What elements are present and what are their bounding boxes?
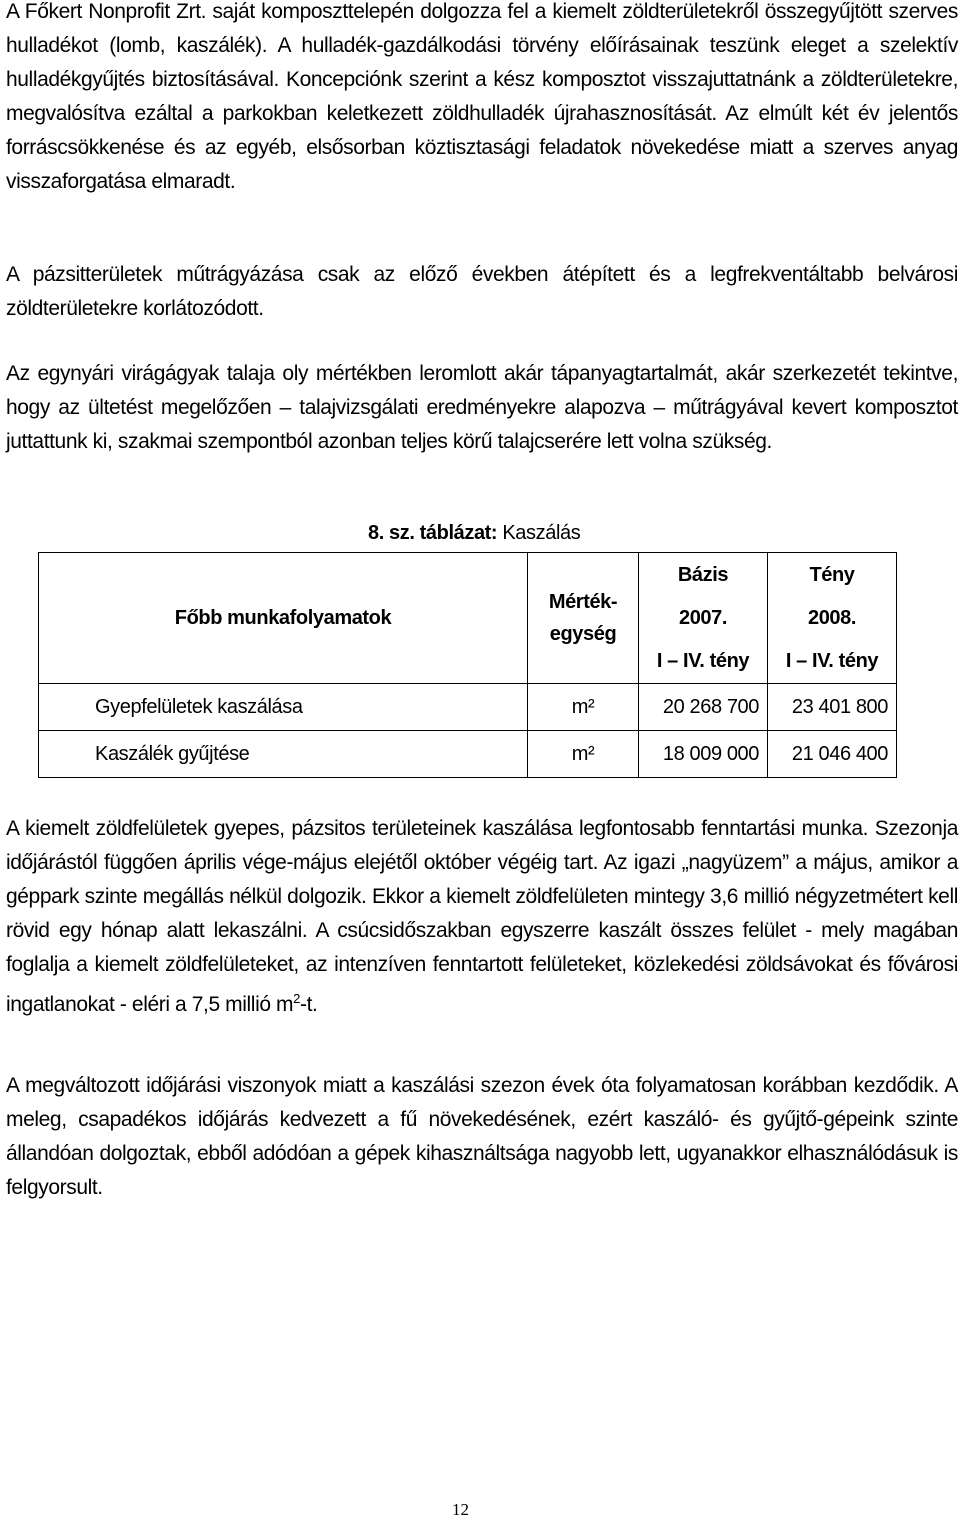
paragraph-mowing-text: A kiemelt zöldfelületek gyepes, pázsitos területeinek kaszálása legfontosabb fenntartási munka. Szezonja időjárástól függően április vége-május elejétől október végéig tart. Az igazi „nagyüzem” a május, amikor a géppark szinte megállás nélkül dolgozik. Ekkor a kiemelt zöldfelületen mintegy 3,6 millió négyzetmétert kell rövid egy hónap alatt lekaszálni. A csúcsidőszakban egyszerre kaszált összes felület - mely magában foglalja a kiemelt zöldfelületeket, az intenzíven fenntartott felületeket, közlekedési zöldsávokat és fővárosi ingatlanokat - eléri a 7,5 millió m <box>6 817 958 1016</box>
table-caption-number: 8. sz. táblázat: <box>368 522 498 544</box>
header-fact <box>768 553 897 684</box>
page-number: 12 <box>452 1500 469 1519</box>
table-row <box>39 731 897 778</box>
table-caption-title: Kaszálás <box>497 522 581 544</box>
header-fact-l1: Tény <box>809 563 855 586</box>
header-base <box>639 553 768 684</box>
superscript-2: 2 <box>293 991 300 1006</box>
row-unit: m² <box>528 684 639 731</box>
header-fact-l2: 2008. <box>807 606 857 629</box>
paragraph-fertilizing: A pázsitterületek műtrágyázása csak az előző években átépített és a legfrekventáltabb belvárosi zöldterületekre korlátozódott. <box>6 263 958 320</box>
row-fact-value: 23 401 800 <box>768 684 897 731</box>
table-caption <box>368 522 580 545</box>
row-base-value: 20 268 700 <box>639 684 768 731</box>
row-label: Kaszálék gyűjtése <box>39 731 528 778</box>
mowing-table <box>38 552 897 778</box>
paragraph-compost: A Főkert Nonprofit Zrt. saját komposzttelepén dolgozza fel a kiemelt zöldterületekről összegyűjtött szerves hulladékot (lomb, kaszálék). A hulladék-gazdálkodási törvény előírásainak teszünk eleget a szelektív hulladékgyűjtés biztosításával. Koncepciónk szerint a kész komposztot visszajuttatnánk a zöldterületekre, megvalósítva ezáltal a parkokban keletkezett zöldhulladék újrahasznosítását. Az elmúlt két év jelentős forráscsökkenése és az egyéb, elsősorban köztisztasági feladatok növekedése miatt a szerves anyag visszaforgatása elmaradt. <box>6 0 958 193</box>
header-base-l2: 2007. <box>678 606 728 629</box>
table-row <box>39 684 897 731</box>
row-unit: m² <box>528 731 639 778</box>
header-base-l1: Bázis <box>677 563 729 586</box>
header-unit: Mérték-egység <box>528 553 639 684</box>
header-base-l3: I – IV. tény <box>656 649 750 672</box>
paragraph-mowing-end: -t. <box>299 993 318 1016</box>
header-fact-l3: I – IV. tény <box>785 649 879 672</box>
paragraph-flowerbeds: Az egynyári virágágyak talaja oly mértékben leromlott akár tápanyagtartalmát, akár szerkezetét tekintve, hogy az ültetést megelőzően – talajvizsgálati eredményekre alapozva – műtrágyával kevert komposztot juttattunk ki, szakmai szempontból azonban teljes körű talajcserére lett volna szükség. <box>6 362 958 453</box>
header-main-processes: Főbb munkafolyamatok <box>39 553 528 684</box>
row-fact-value: 21 046 400 <box>768 731 897 778</box>
row-base-value: 18 009 000 <box>639 731 768 778</box>
paragraph-mowing <box>6 812 958 1022</box>
table-header-row <box>39 553 897 684</box>
row-label: Gyepfelületek kaszálása <box>39 684 528 731</box>
paragraph-weather: A megváltozott időjárási viszonyok miatt a kaszálási szezon évek óta folyamatosan korábban kezdődik. A meleg, csapadékos időjárás kedvezett a fű növekedésének, ezért kaszáló- és gyűjtő-gépeink szinte állandóan dolgoztak, ebből adódóan a gépek kihasználtsága nagyobb lett, ugyanakkor elhasználódásuk is felgyorsult. <box>6 1074 958 1199</box>
